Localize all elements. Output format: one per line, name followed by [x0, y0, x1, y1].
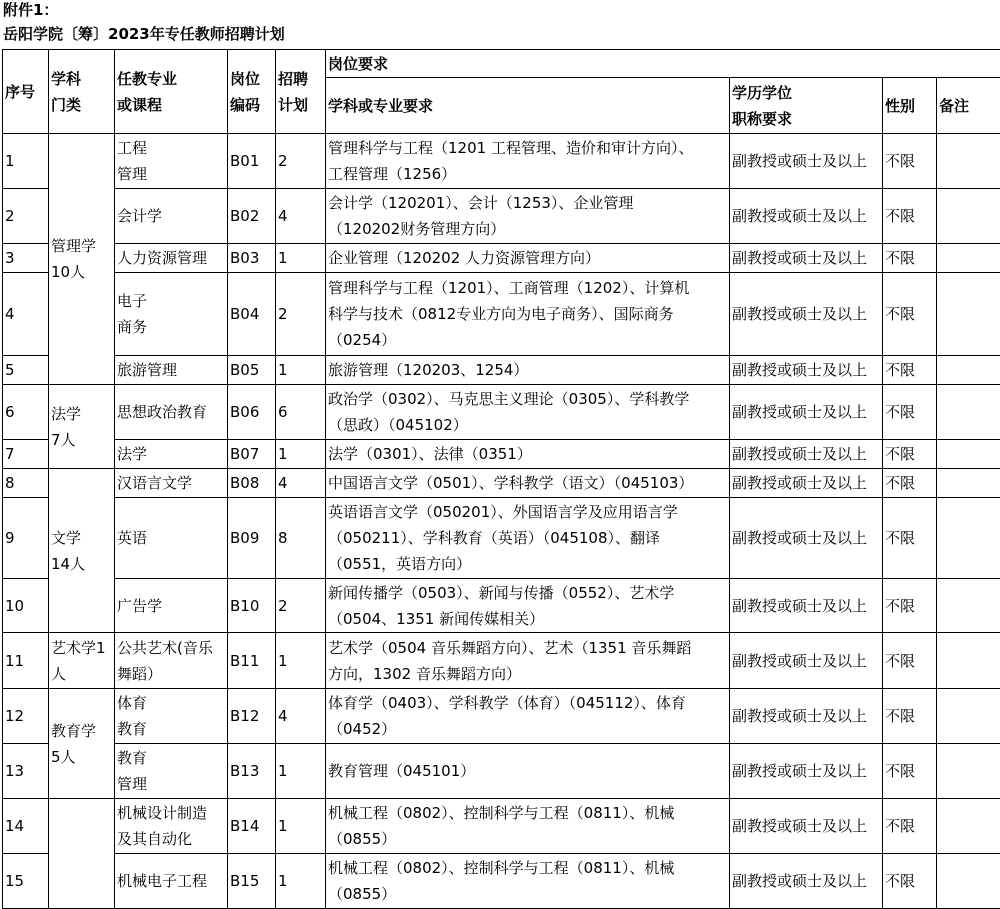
- cell-count: 2: [276, 579, 326, 633]
- cell-seq: 1: [3, 134, 49, 189]
- cell-major: 人力资源管理: [115, 244, 228, 273]
- header-degree-requirement: 学历学位 职称要求: [730, 78, 883, 134]
- cell-major: 汉语言文学: [115, 469, 228, 498]
- cell-code: B02: [228, 189, 276, 244]
- cell-gender: 不限: [883, 385, 937, 440]
- cell-subject-requirement: 企业管理（120202 人力资源管理方向）: [326, 244, 730, 273]
- cell-count: 2: [276, 134, 326, 189]
- cell-subject-requirement: 管理科学与工程（1201 工程管理、造价和审计方向）、 工程管理（1256）: [326, 134, 730, 189]
- attachment-label: 附件1：: [3, 0, 58, 20]
- cell-degree-requirement: 副教授或硕士及以上: [730, 579, 883, 633]
- cell-seq: 4: [3, 273, 49, 356]
- cell-gender: 不限: [883, 273, 937, 356]
- table-row: [3, 498, 1000, 579]
- table-row: [3, 799, 1000, 854]
- cell-remarks: [937, 854, 1000, 909]
- cell-gender: 不限: [883, 579, 937, 633]
- cell-degree-requirement: 副教授或硕士及以上: [730, 440, 883, 469]
- cell-remarks: [937, 440, 1000, 469]
- table-row: [3, 356, 1000, 385]
- cell-seq: 14: [3, 799, 49, 854]
- cell-seq: 12: [3, 689, 49, 744]
- cell-major: 教育 管理: [115, 744, 228, 799]
- table-row: [3, 273, 1000, 356]
- cell-seq: 7: [3, 440, 49, 469]
- cell-degree-requirement: 副教授或硕士及以上: [730, 689, 883, 744]
- cell-count: 4: [276, 689, 326, 744]
- cell-remarks: [937, 469, 1000, 498]
- table-row: [3, 633, 1000, 689]
- cell-remarks: [937, 385, 1000, 440]
- cell-degree-requirement: 副教授或硕士及以上: [730, 469, 883, 498]
- cell-seq: 10: [3, 579, 49, 633]
- cell-count: 1: [276, 440, 326, 469]
- cell-subject-requirement: 机械工程（0802）、控制科学与工程（0811）、机械 （0855）: [326, 799, 730, 854]
- header-major: 任教专业 或课程: [115, 50, 228, 134]
- cell-subject-requirement: 艺术学（0504 音乐舞蹈方向）、艺术（1351 音乐舞蹈 方向，1302 音乐舞蹈方向）: [326, 633, 730, 689]
- cell-gender: 不限: [883, 244, 937, 273]
- cell-remarks: [937, 689, 1000, 744]
- cell-remarks: [937, 498, 1000, 579]
- cell-code: B09: [228, 498, 276, 579]
- table-row: [3, 134, 1000, 189]
- cell-code: B08: [228, 469, 276, 498]
- table-row: [3, 579, 1000, 633]
- table-row: [3, 689, 1000, 744]
- table-row: [3, 440, 1000, 469]
- cell-degree-requirement: 副教授或硕士及以上: [730, 799, 883, 854]
- cell-code: B15: [228, 854, 276, 909]
- cell-category: 文学 14人: [49, 469, 115, 633]
- cell-degree-requirement: 副教授或硕士及以上: [730, 134, 883, 189]
- cell-remarks: [937, 744, 1000, 799]
- header-count: 招聘 计划: [276, 50, 326, 134]
- cell-count: 1: [276, 799, 326, 854]
- cell-seq: 13: [3, 744, 49, 799]
- cell-gender: 不限: [883, 469, 937, 498]
- cell-count: 4: [276, 469, 326, 498]
- cell-degree-requirement: 副教授或硕士及以上: [730, 854, 883, 909]
- cell-code: B11: [228, 633, 276, 689]
- cell-category: 艺术学1 人: [49, 633, 115, 689]
- cell-gender: 不限: [883, 134, 937, 189]
- cell-remarks: [937, 134, 1000, 189]
- cell-seq: 9: [3, 498, 49, 579]
- table-body: [3, 134, 1000, 909]
- cell-category: 法学 7人: [49, 385, 115, 469]
- cell-seq: 5: [3, 356, 49, 385]
- cell-count: 8: [276, 498, 326, 579]
- cell-remarks: [937, 244, 1000, 273]
- table-row: [3, 854, 1000, 909]
- header-category: 学科 门类: [49, 50, 115, 134]
- cell-count: 1: [276, 244, 326, 273]
- cell-subject-requirement: 新闻传播学（0503）、新闻与传播（0552）、艺术学 （0504、1351 新闻传媒相关）: [326, 579, 730, 633]
- cell-seq: 3: [3, 244, 49, 273]
- cell-code: B13: [228, 744, 276, 799]
- cell-gender: 不限: [883, 799, 937, 854]
- cell-gender: 不限: [883, 440, 937, 469]
- cell-gender: 不限: [883, 744, 937, 799]
- cell-subject-requirement: 教育管理（045101）: [326, 744, 730, 799]
- cell-major: 思想政治教育: [115, 385, 228, 440]
- cell-count: 2: [276, 273, 326, 356]
- cell-degree-requirement: 副教授或硕士及以上: [730, 633, 883, 689]
- cell-major: 旅游管理: [115, 356, 228, 385]
- cell-gender: 不限: [883, 689, 937, 744]
- header-code: 岗位 编码: [228, 50, 276, 134]
- table-row: [3, 469, 1000, 498]
- cell-major: 公共艺术(音乐 舞蹈）: [115, 633, 228, 689]
- cell-major: 广告学: [115, 579, 228, 633]
- cell-category: 教育学 5人: [49, 689, 115, 799]
- header-gender: 性别: [883, 78, 937, 134]
- cell-count: 6: [276, 385, 326, 440]
- header-remarks: 备注: [937, 78, 1000, 134]
- table-row: [3, 244, 1000, 273]
- cell-subject-requirement: 英语语言文学（050201）、外国语言学及应用语言学 （050211）、学科教育（英语）（045108）、翻译 （0551，英语方向）: [326, 498, 730, 579]
- cell-seq: 11: [3, 633, 49, 689]
- cell-degree-requirement: 副教授或硕士及以上: [730, 385, 883, 440]
- cell-remarks: [937, 633, 1000, 689]
- cell-count: 1: [276, 633, 326, 689]
- cell-degree-requirement: 副教授或硕士及以上: [730, 744, 883, 799]
- cell-code: B07: [228, 440, 276, 469]
- cell-remarks: [937, 579, 1000, 633]
- table-row: [3, 744, 1000, 799]
- cell-remarks: [937, 273, 1000, 356]
- cell-code: B05: [228, 356, 276, 385]
- cell-subject-requirement: 政治学（0302）、马克思主义理论（0305）、学科教学 （思政）（045102）: [326, 385, 730, 440]
- cell-major: 机械电子工程: [115, 854, 228, 909]
- cell-subject-requirement: 中国语言文学（0501）、学科教学（语文）（045103）: [326, 469, 730, 498]
- cell-degree-requirement: 副教授或硕士及以上: [730, 189, 883, 244]
- cell-subject-requirement: 会计学（120201）、会计（1253）、企业管理 （120202财务管理方向）: [326, 189, 730, 244]
- cell-count: 1: [276, 356, 326, 385]
- cell-seq: 8: [3, 469, 49, 498]
- cell-major: 法学: [115, 440, 228, 469]
- cell-seq: 6: [3, 385, 49, 440]
- cell-seq: 15: [3, 854, 49, 909]
- cell-code: B04: [228, 273, 276, 356]
- cell-gender: 不限: [883, 189, 937, 244]
- cell-major: 会计学: [115, 189, 228, 244]
- cell-degree-requirement: 副教授或硕士及以上: [730, 273, 883, 356]
- cell-seq: 2: [3, 189, 49, 244]
- cell-major: 英语: [115, 498, 228, 579]
- cell-code: B14: [228, 799, 276, 854]
- header-requirements: 岗位要求: [326, 50, 1000, 78]
- table-row: [3, 189, 1000, 244]
- cell-major: 工程 管理: [115, 134, 228, 189]
- header-subject-requirement: 学科或专业要求: [326, 78, 730, 134]
- cell-subject-requirement: 法学（0301）、法律（0351）: [326, 440, 730, 469]
- cell-remarks: [937, 799, 1000, 854]
- cell-subject-requirement: 旅游管理（120203、1254）: [326, 356, 730, 385]
- cell-code: B01: [228, 134, 276, 189]
- cell-gender: 不限: [883, 854, 937, 909]
- document-title: 岳阳学院〔筹〕2023年专任教师招聘计划: [3, 24, 285, 44]
- cell-gender: 不限: [883, 356, 937, 385]
- cell-major: 体育 教育: [115, 689, 228, 744]
- cell-code: B06: [228, 385, 276, 440]
- cell-major: 机械设计制造 及其自动化: [115, 799, 228, 854]
- cell-remarks: [937, 189, 1000, 244]
- cell-count: 1: [276, 854, 326, 909]
- cell-degree-requirement: 副教授或硕士及以上: [730, 244, 883, 273]
- cell-code: B03: [228, 244, 276, 273]
- table-row: [3, 385, 1000, 440]
- cell-count: 4: [276, 189, 326, 244]
- cell-count: 1: [276, 744, 326, 799]
- cell-degree-requirement: 副教授或硕士及以上: [730, 356, 883, 385]
- cell-remarks: [937, 356, 1000, 385]
- cell-subject-requirement: 体育学（0403）、学科教学（体育）（045112）、体育 （0452）: [326, 689, 730, 744]
- cell-category: [49, 799, 115, 909]
- header-seq: 序号: [3, 50, 49, 134]
- cell-subject-requirement: 管理科学与工程（1201）、工商管理（1202）、计算机 科学与技术（0812专业方向为电子商务）、国际商务 （0254）: [326, 273, 730, 356]
- cell-code: B12: [228, 689, 276, 744]
- cell-gender: 不限: [883, 633, 937, 689]
- cell-degree-requirement: 副教授或硕士及以上: [730, 498, 883, 579]
- cell-major: 电子 商务: [115, 273, 228, 356]
- cell-category: 管理学 10人: [49, 134, 115, 385]
- cell-subject-requirement: 机械工程（0802）、控制科学与工程（0811）、机械 （0855）: [326, 854, 730, 909]
- cell-gender: 不限: [883, 498, 937, 579]
- recruitment-plan-table: [2, 49, 1000, 909]
- cell-code: B10: [228, 579, 276, 633]
